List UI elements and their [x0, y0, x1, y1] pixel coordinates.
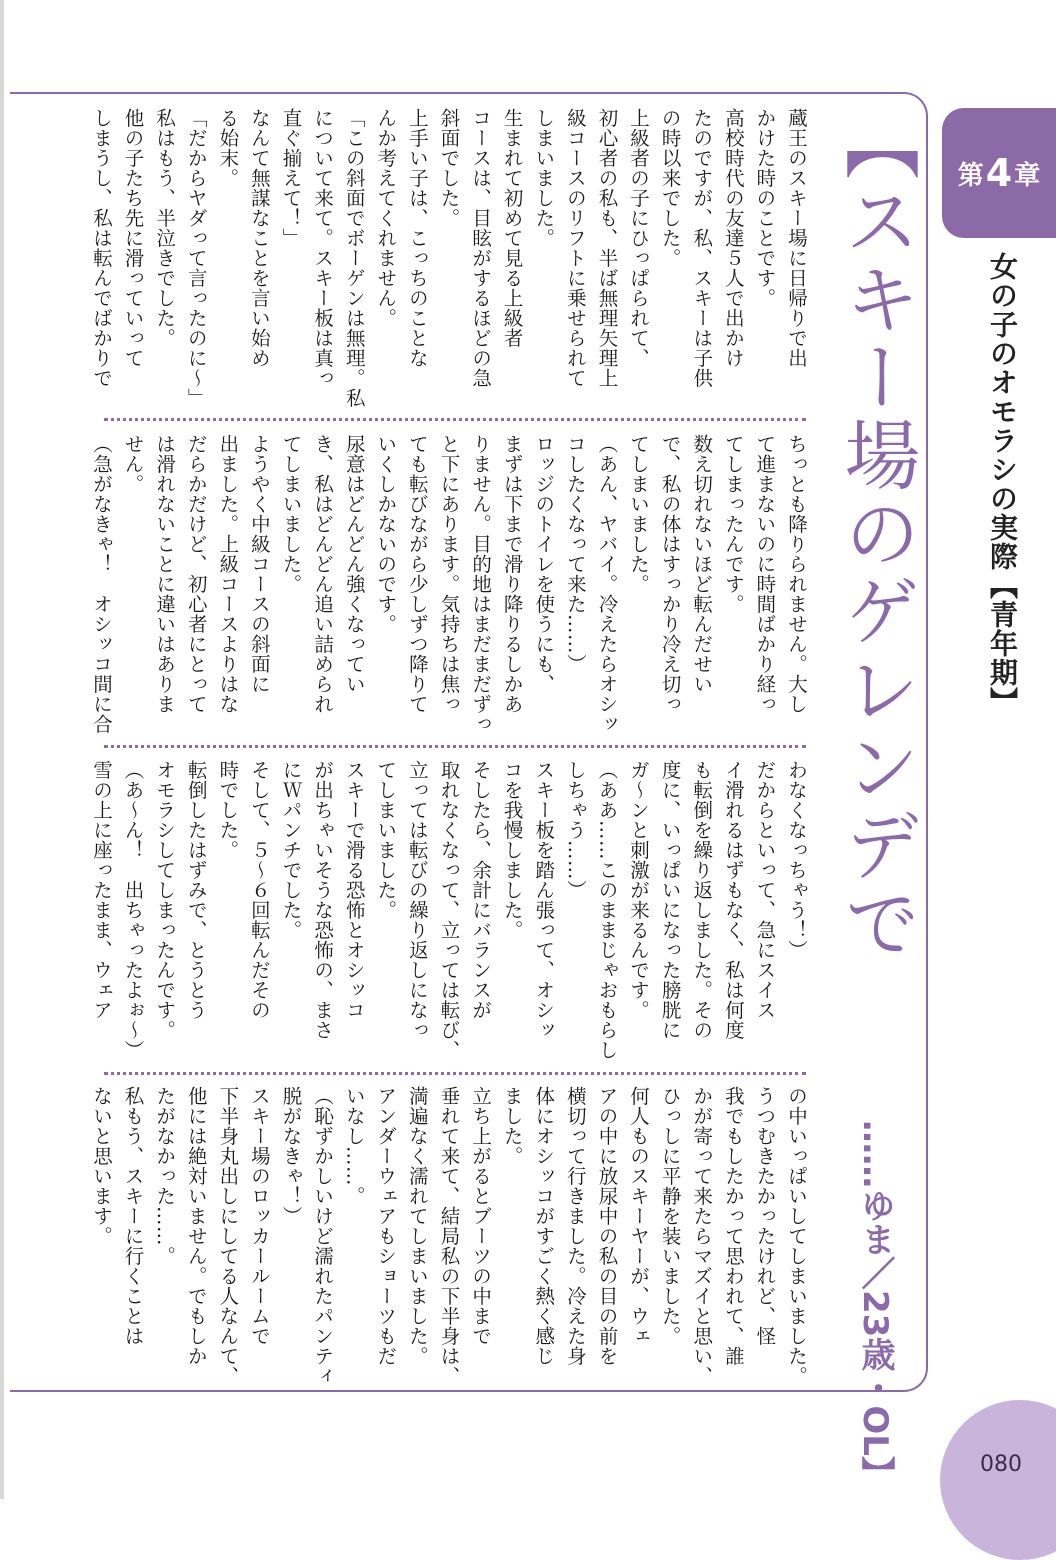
text-line: も転倒を繰り返しました。その — [690, 760, 714, 1040]
text-line: 数え切れないほど転んだせい — [690, 434, 714, 694]
text-line: ても転びながら少しずつ降りて — [405, 434, 429, 714]
text-line: 垂れて来て、結局私の下半身は、 — [437, 1086, 461, 1386]
text-block-3 — [89, 760, 812, 1060]
text-line: ちっとも降りられません。大し — [785, 434, 808, 714]
dotted-divider — [104, 1072, 806, 1075]
page-number: 080 — [980, 1452, 1022, 1477]
text-line: （ああ……このままじゃおもらし — [595, 760, 619, 1060]
dotted-divider — [104, 418, 806, 421]
text-line: そしたら、余計にバランスが — [469, 760, 493, 1020]
text-line: わなくなっちゃう！） — [785, 760, 808, 960]
text-line: しまうし、私は転んでばかりで — [89, 108, 113, 388]
text-line: 立っては転びの繰り返しになっ — [405, 760, 429, 1040]
text-line: 「この斜面でボーゲンは無理。私 — [342, 108, 366, 408]
text-line: まずは下まで滑り降りるしかあ — [500, 434, 524, 714]
text-line: （あん、ヤバイ。冷えたらオシッ — [595, 434, 619, 734]
text-line: んか考えてくれません。 — [374, 108, 398, 328]
text-line: の中いっぱいしてしまいました。 — [785, 1086, 808, 1386]
text-line: 転倒したはずみで、とうとう — [184, 760, 208, 1020]
text-line: 何人ものスキーヤーが、ウェ — [627, 1086, 651, 1346]
text-line: 出ました。上級コースよりはな — [216, 434, 240, 714]
text-line: イ滑れるはずもなく、私は何度 — [721, 760, 745, 1040]
text-line: 我でもしたかって思われて、誰 — [721, 1086, 745, 1366]
text-line: ロッジのトイレを使うにも、 — [532, 434, 556, 694]
text-line: と下にあります。気持ちは焦っ — [437, 434, 461, 714]
text-line: 上級者の子にひっぱられて、 — [627, 108, 651, 368]
text-line: かが寄って来たらマズイと思い、 — [690, 1086, 714, 1386]
text-line: だらかだけど、初心者にとって — [184, 434, 208, 714]
text-line: スキー場のロッカールームで — [247, 1086, 271, 1346]
dotted-divider — [104, 745, 806, 748]
text-line: ようやく中級コースの斜面に — [247, 434, 271, 694]
text-line: 生まれて初めて見る上級者 — [500, 108, 524, 348]
chapter-prefix: 第 — [957, 160, 984, 191]
text-line: 尿意はどんどん強くなってい — [342, 434, 366, 694]
text-line: いくしかないのです。 — [374, 434, 398, 634]
text-line: コを我慢しました。 — [500, 760, 524, 940]
running-title — [972, 252, 1022, 716]
text-line: ました。 — [500, 1086, 524, 1166]
text-line: 他には絶対いません。でもしか — [184, 1086, 208, 1366]
text-line: 度に、いっぱいになった膀胱に — [658, 760, 682, 1040]
text-line: 「だからヤダって言ったのに～」 — [184, 108, 208, 408]
text-line: しまいました。 — [532, 108, 556, 248]
text-line: て進まないのに時間ばかり経っ — [753, 434, 777, 714]
text-line: について来て。スキー板は真っ — [311, 108, 335, 388]
text-line: アの中に放尿中の私の目の前を — [595, 1086, 619, 1366]
text-line: オモラシしてしまったんです。 — [153, 760, 177, 1040]
text-block-2 — [89, 434, 812, 734]
text-line: 横切って行きました。冷えた身 — [563, 1086, 587, 1366]
text-line: いなし……。 — [342, 1086, 366, 1206]
text-block-4 — [89, 1086, 812, 1386]
text-line: 雪の上に座ったまま、ウェア — [89, 760, 113, 1020]
text-line: なんて無謀なことを言い始め — [247, 108, 271, 368]
text-line: りません。目的地はまだまだずっ — [469, 434, 493, 734]
text-line: が出ちゃいそうな恐怖の、まさ — [311, 760, 335, 1040]
text-line: 他の子たち先に滑っていって — [121, 108, 145, 368]
text-line: で、私の体はすっかり冷え切っ — [658, 434, 682, 714]
text-line: かけた時のことです。 — [753, 108, 777, 308]
text-line: たがなかった……。 — [153, 1086, 177, 1266]
text-line: 蔵王のスキー場に日帰りで出 — [785, 108, 808, 368]
text-line: は滑れないことに違いはありま — [153, 434, 177, 714]
text-line: る始末。 — [216, 108, 240, 188]
running-title-tag: 【青年期】 — [986, 571, 1019, 716]
text-line: スキーで滑る恐怖とオシッコ — [342, 760, 366, 1020]
text-line: せん。 — [121, 434, 145, 494]
text-line: てしまいました。 — [627, 434, 651, 594]
text-line: 私はもう、半泣きでした。 — [153, 108, 177, 348]
text-line: 脱がなきゃ！） — [279, 1086, 303, 1226]
text-line: てしまいました。 — [279, 434, 303, 594]
text-line: アンダーウェアもショーツもだ — [374, 1086, 398, 1366]
text-line: にＷパンチでした。 — [279, 760, 303, 940]
text-line: ないと思います。 — [89, 1086, 113, 1246]
text-line: コースは、目眩がするほどの急 — [469, 108, 493, 388]
text-line: 上手い子は、こっちのことな — [405, 108, 429, 368]
text-line: そして、５～６回転んだその — [247, 760, 271, 1020]
text-line: 初心者の私も、半ば無理矢理上 — [595, 108, 619, 388]
text-line: うつむきたかったけれど、怪 — [753, 1086, 777, 1346]
text-line: だからといって、急にスイス — [753, 760, 777, 1020]
text-line: 私もう、スキーに行くことは — [121, 1086, 145, 1346]
text-line: 高校時代の友達５人で出かけ — [721, 108, 745, 368]
text-line: ガ～ンと刺激が来るんです。 — [627, 760, 651, 1020]
text-line: てしまったんです。 — [721, 434, 745, 614]
text-line: てしまいました。 — [374, 760, 398, 920]
text-line: き、私はどんどん追い詰められ — [311, 434, 335, 714]
page-spine — [0, 0, 4, 1499]
story-title: 【スキー場のゲレンデで — [832, 104, 921, 962]
text-line: ひっしに平静を装いました。 — [658, 1086, 682, 1346]
text-line: たのですが、私、スキーは子供 — [690, 108, 714, 388]
text-line: 取れなくなって、立っては転び、 — [437, 760, 461, 1060]
running-title-text: 女の子のオモラシの実際 — [986, 252, 1019, 571]
story-byline: ……ゆま／23歳・OL】 — [855, 1120, 895, 1490]
text-line: 立ち上がるとブーツの中まで — [469, 1086, 493, 1346]
text-line: の時以来でした。 — [658, 108, 682, 268]
text-line: 満遍なく濡れてしまいました。 — [405, 1086, 429, 1366]
page-number-badge — [940, 1400, 1056, 1560]
text-line: 時でした。 — [216, 760, 240, 860]
chapter-suffix: 章 — [1014, 160, 1041, 191]
text-line: （あ～ん！ 出ちゃったよぉ～） — [121, 760, 145, 1060]
text-line: スキー板を踏ん張って、オシッ — [532, 760, 556, 1040]
text-line: コしたくなって来た……） — [563, 434, 587, 674]
text-line: （急がなきゃ！ オシッコ間に合 — [89, 434, 113, 734]
chapter-tab — [942, 108, 1056, 238]
chapter-number: 4 — [985, 151, 1013, 195]
text-line: 体にオシッコがすごく熱く感じ — [532, 1086, 556, 1366]
text-line: 直ぐ揃えて！」 — [279, 108, 303, 248]
text-line: （恥ずかしいけど濡れたパンティ — [311, 1086, 335, 1386]
text-line: しちゃう……） — [563, 760, 587, 900]
text-line: 級コースのリフトに乗せられて — [563, 108, 587, 388]
text-line: 下半身丸出しにしてる人なんて、 — [216, 1086, 240, 1386]
text-block-1 — [89, 108, 812, 408]
text-line: 斜面でした。 — [437, 108, 461, 228]
